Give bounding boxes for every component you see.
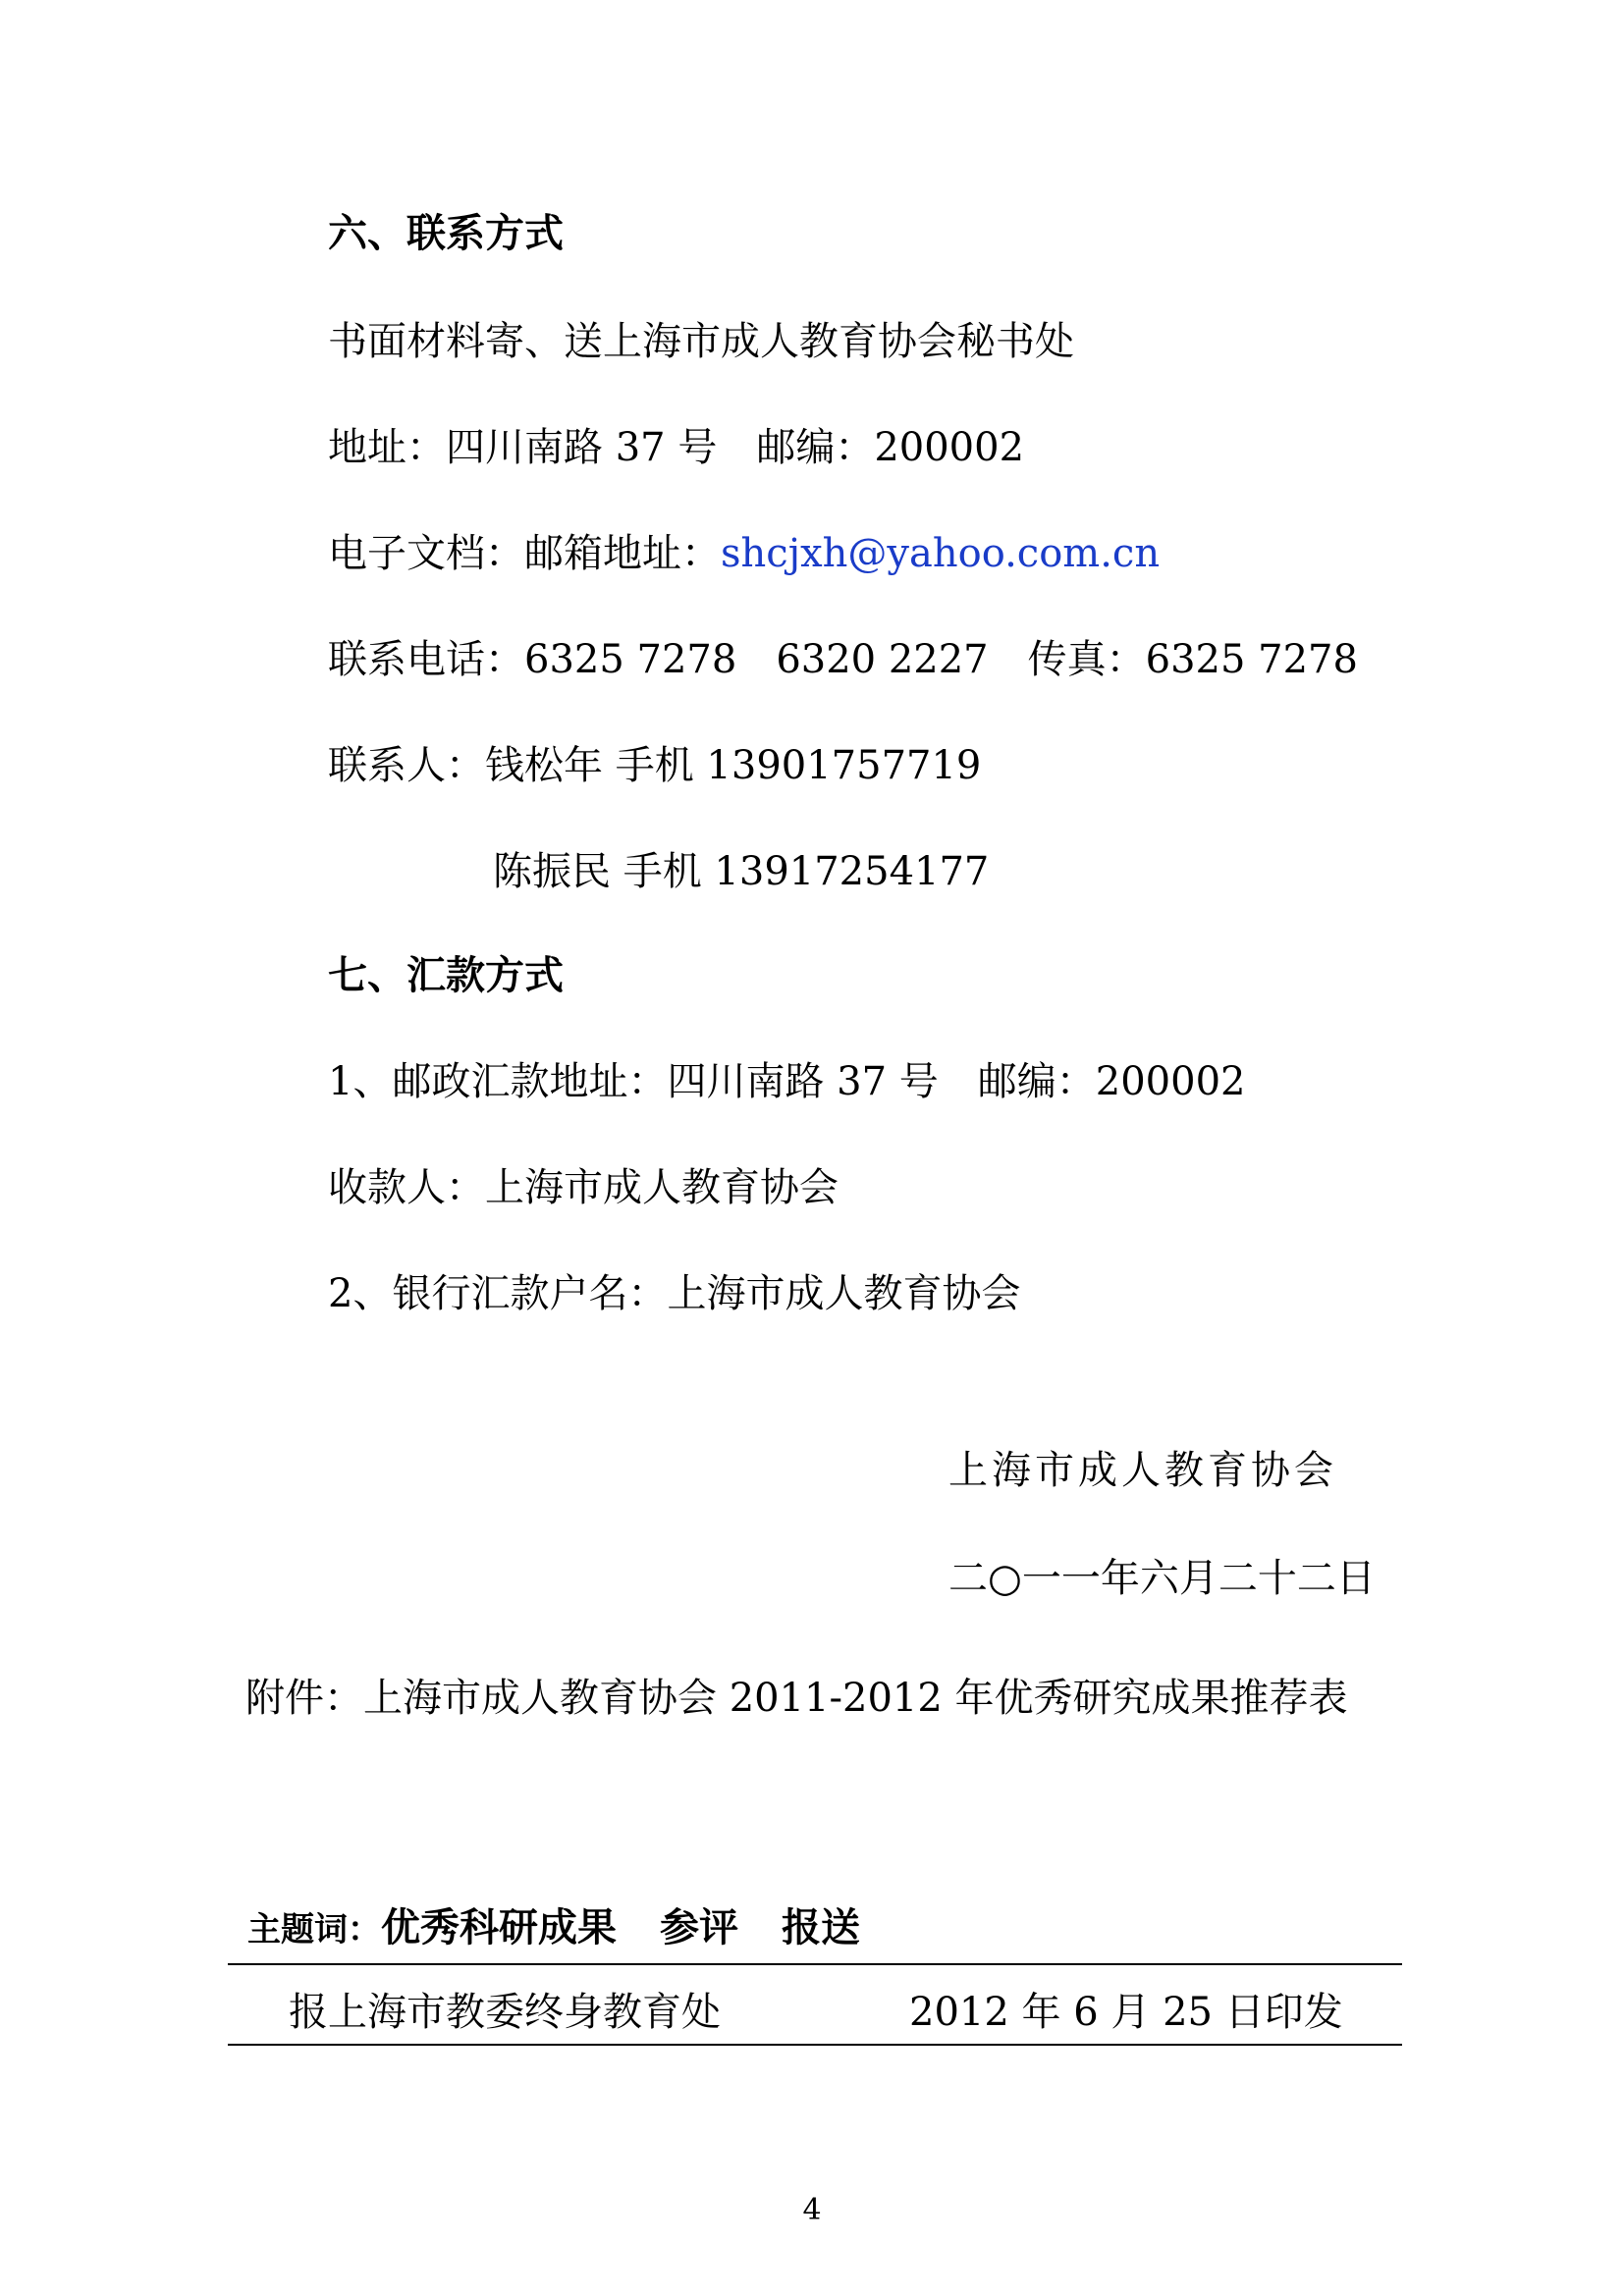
postal-remittance-line: [328, 1054, 1245, 1109]
signature-date: 二○一一年六月二十二日: [948, 1556, 1376, 1601]
contact-intro: 书面材料寄、送上海市成人教育协会秘书处: [328, 319, 1074, 364]
keyword-3: 报送: [782, 1905, 860, 1950]
footer-rule-bottom: [228, 2044, 1402, 2046]
address-text: 地址：四川南路 37 号: [328, 425, 718, 470]
phone2-text: 6320 2227: [776, 637, 989, 682]
footer-rule-top: [228, 1963, 1402, 1965]
email-link[interactable]: shcjxh@yahoo.com.cn: [721, 531, 1161, 576]
fax-text: 传真：6325 7278: [1027, 637, 1358, 682]
keyword-1: 优秀科研成果: [381, 1905, 617, 1950]
email-line: [328, 526, 1160, 581]
postal-code-text: 邮编：200002: [977, 1059, 1246, 1104]
phone-line: [328, 632, 1358, 687]
contact-person-2: 陈振民 手机 13917254177: [493, 849, 990, 894]
contact-heading: 六、联系方式: [328, 211, 564, 256]
page-number: 4: [802, 2193, 822, 2227]
email-label: 电子文档：邮箱地址：: [328, 531, 721, 576]
contact-person-1: 联系人：钱松年 手机 13901757719: [328, 743, 982, 788]
address-line: [328, 420, 1024, 475]
phone-text: 联系电话：6325 7278: [328, 637, 737, 682]
bank-remittance-line: 2、银行汇款户名：上海市成人教育协会: [328, 1271, 1021, 1316]
keywords-line: [247, 1900, 860, 1957]
postcode-text: 邮编：200002: [756, 425, 1025, 470]
footer-recipient: 报上海市教委终身教育处: [289, 1990, 721, 2035]
keywords-label: 主题词：: [247, 1910, 381, 1949]
remittance-heading: 七、汇款方式: [328, 953, 564, 998]
payee-line: 收款人：上海市成人教育协会: [328, 1165, 839, 1210]
keyword-2: 参评: [660, 1905, 738, 1950]
postal-address-text: 1、邮政汇款地址：四川南路 37 号: [328, 1059, 939, 1104]
footer-issue-date: 2012 年 6 月 25 日印发: [909, 1990, 1343, 2035]
attachment-note: 附件：上海市成人教育协会 2011-2012 年优秀研究成果推荐表: [245, 1676, 1348, 1721]
signature-organization: 上海市成人教育协会: [948, 1448, 1337, 1493]
